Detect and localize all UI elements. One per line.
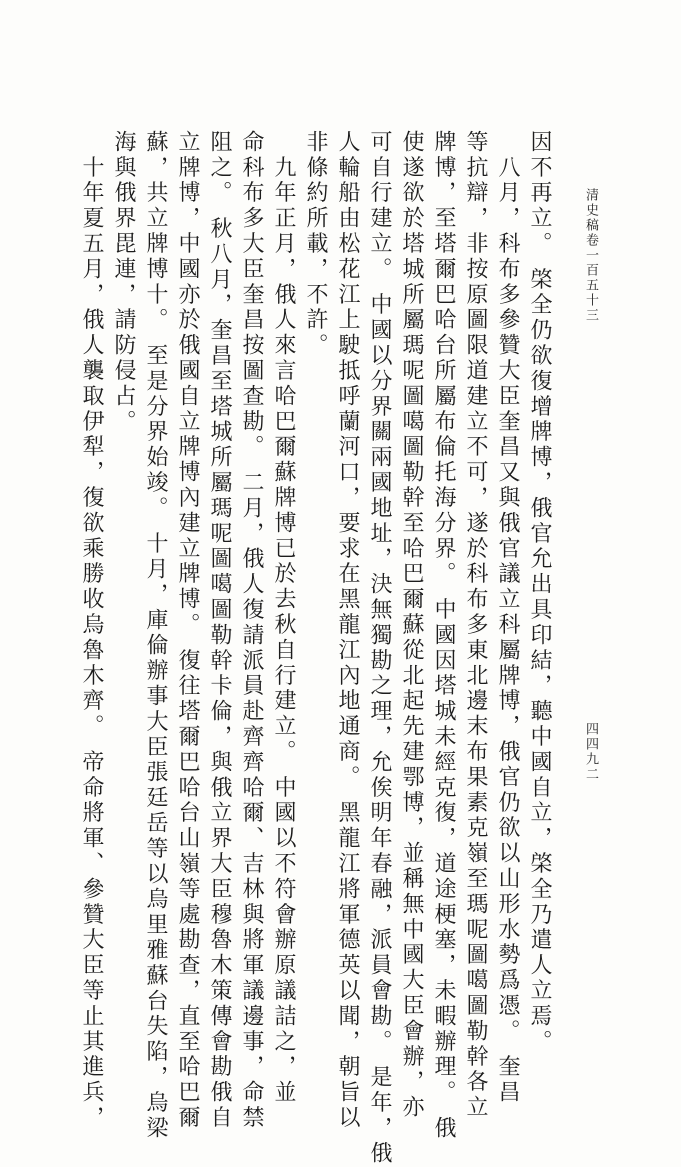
page-number: 四四九二 <box>583 722 598 782</box>
text-column: 非條約所載，不許。 <box>303 130 328 359</box>
text-column: 九年正月，俄人來言哈巴爾蘇牌博已於去秋自行建立。 中國以不符會辦原議詰之，並 <box>271 130 296 1106</box>
text-column: 阻之。 秋八月，奎昌至塔城所屬瑪呢圖噶圖勒幹卡倫，與俄立界大臣穆魯木策傳會勘俄自 <box>207 130 232 1131</box>
body-text <box>79 130 560 1167</box>
text-column: 命科布多大臣奎昌按圖查勘。 二月，俄人復請派員赴齊齊哈爾、吉林與將軍議邊事，命禁 <box>239 130 264 1131</box>
text-column: 因不再立。 棨全仍欲復增牌博，俄官允出具印結，聽中國自立，棨全乃遣人立焉。 <box>527 130 552 1055</box>
text-column: 蘇，共立牌博十。 至是分界始竣。 十月，庫倫辦事大臣張廷岳等以烏里雅蘇台失陷，烏梁 <box>143 130 168 1142</box>
text-column: 牌博，至塔爾巴哈台所屬布倫托海分界。 中國因塔城未經克復，道途梗塞，未暇辦理。 俄 <box>431 130 456 1142</box>
text-column: 十年夏五月，俄人襲取伊犁，復欲乘勝收烏魯木齊。 帝命將軍、參贊大臣等止其進兵， <box>79 130 104 1131</box>
text-column: 八月，科布多參贊大臣奎昌又與俄官議立科屬牌博，俄官仍欲以山形水勢爲憑。 奎昌 <box>495 130 520 1106</box>
text-column: 可自行建立。 中國以分界關兩國地址，決無獨勘之理，允俟明年春融，派員會勘。 是年，俄 <box>367 130 392 1167</box>
text-column: 人輪船由松花江上駛抵呼蘭河口，要求在黑龍江內地通商。 黑龍江將軍德英以聞，朝旨以 <box>335 130 360 1131</box>
text-column: 使遂欲於塔城所屬瑪呢圖噶圖勒幹至哈巴爾蘇從北起先建鄂博，並稱無中國大臣會辦，亦 <box>399 130 424 1121</box>
text-column: 等抗辯，非按原圖限道建立不可，遂於科布多東北邊末布果素克嶺至瑪呢圖噶圖勒幹各立 <box>463 130 488 1121</box>
text-column: 海與俄界毘連，請防侵占。 <box>111 130 136 435</box>
book-title: 清史稿卷一百五十三 <box>583 188 598 323</box>
text-column: 立牌博，中國亦於俄國自立牌博內建立牌博。 復往塔爾巴哈台山嶺等處勘查，直至哈巴爾 <box>175 130 200 1131</box>
